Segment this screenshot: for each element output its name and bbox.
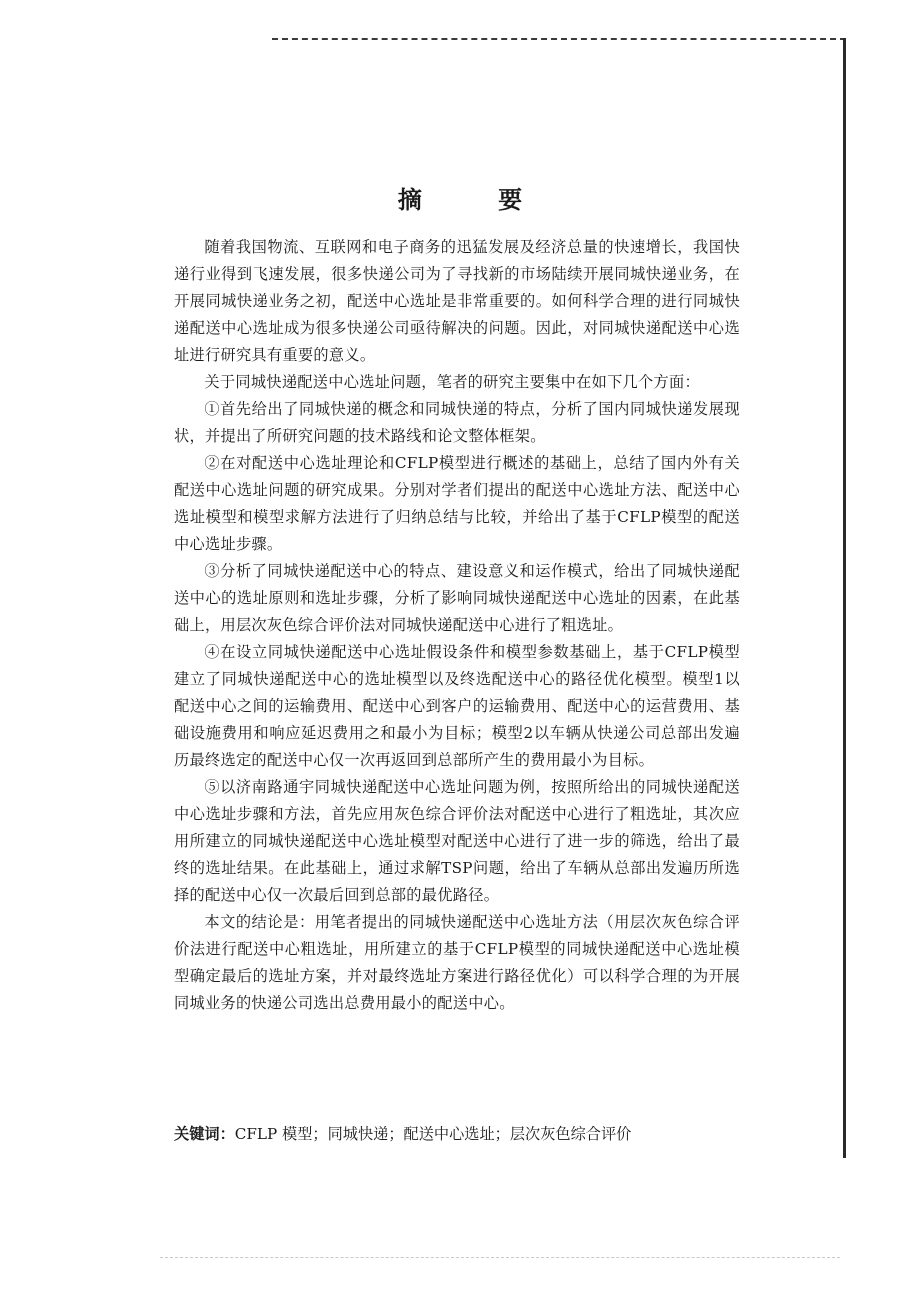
abstract-paragraph-point-2: ②在对配送中心选址理论和CFLP模型进行概述的基础上，总结了国内外有关配送中心选址问题的研究成果。分别对学者们提出的配送中心选址方法、配送中心选址模型和模型求解方法进行了归纳总结与比较，并给出了基于CFLP模型的配送中心选址步骤。 bbox=[174, 454, 740, 553]
keywords-text: CFLP 模型；同城快递；配送中心选址；层次灰色综合评价 bbox=[234, 1125, 632, 1143]
abstract-paragraph-point-1: ①首先给出了同城快递的概念和同城快递的特点，分析了国内同城快递发展现状，并提出了所研究问题的技术路线和论文整体框架。 bbox=[174, 400, 740, 445]
scan-top-border bbox=[272, 38, 846, 40]
scan-bottom-border bbox=[160, 1257, 840, 1258]
page-title: 摘 要 bbox=[397, 186, 557, 215]
abstract-paragraph-point-4: ④在设立同城快递配送中心选址假设条件和模型参数基础上，基于CFLP模型建立了同城快递配送中心的选址模型以及终选配送中心的路径优化模型。模型1以配送中心之间的运输费用、配送中心到客户的运输费用、配送中心的运营费用、基础设施费用和响应延迟费用之和最小为目标；模型2以车辆从快递公司总部出发遍历最终选定的配送中心仅一次再返回到总部所产生的费用最小为目标。 bbox=[174, 643, 740, 769]
keywords-line bbox=[174, 1122, 740, 1146]
abstract-paragraph-point-3: ③分析了同城快递配送中心的特点、建设意义和运作模式，给出了同城快递配送中心的选址原则和选址步骤，分析了影响同城快递配送中心选址的因素，在此基础上，用层次灰色综合评价法对同城快递配送中心进行了粗选址。 bbox=[174, 562, 740, 634]
abstract-body bbox=[174, 234, 740, 1017]
abstract-paragraph-overview: 关于同城快递配送中心选址问题，笔者的研究主要集中在如下几个方面： bbox=[204, 373, 700, 391]
abstract-paragraph-intro: 随着我国物流、互联网和电子商务的迅猛发展及经济总量的快速增长，我国快递行业得到飞速发展，很多快递公司为了寻找新的市场陆续开展同城快递业务，在开展同城快递业务之初，配送中心选址是非常重要的。如何科学合理的进行同城快递配送中心选址成为很多快递公司亟待解决的问题。因此，对同城快递配送中心选址进行研究具有重要的意义。 bbox=[174, 238, 740, 364]
abstract-paragraph-point-5: ⑤以济南路通宇同城快递配送中心选址问题为例，按照所给出的同城快递配送中心选址步骤和方法，首先应用灰色综合评价法对配送中心进行了粗选址，其次应用所建立的同城快递配送中心选址模型对配送中心进行了进一步的筛选，给出了最终的选址结果。在此基础上，通过求解TSP问题，给出了车辆从总部出发遍历所选择的配送中心仅一次最后回到总部的最优路径。 bbox=[174, 778, 740, 904]
abstract-paragraph-conclusion: 本文的结论是：用笔者提出的同城快递配送中心选址方法（用层次灰色综合评价法进行配送中心粗选址，用所建立的基于CFLP模型的同城快递配送中心选址模型确定最后的选址方案，并对最终选址方案进行路径优化）可以科学合理的为开展同城业务的快递公司选出总费用最小的配送中心。 bbox=[174, 913, 740, 1012]
keywords-label: 关键词： bbox=[174, 1125, 235, 1143]
